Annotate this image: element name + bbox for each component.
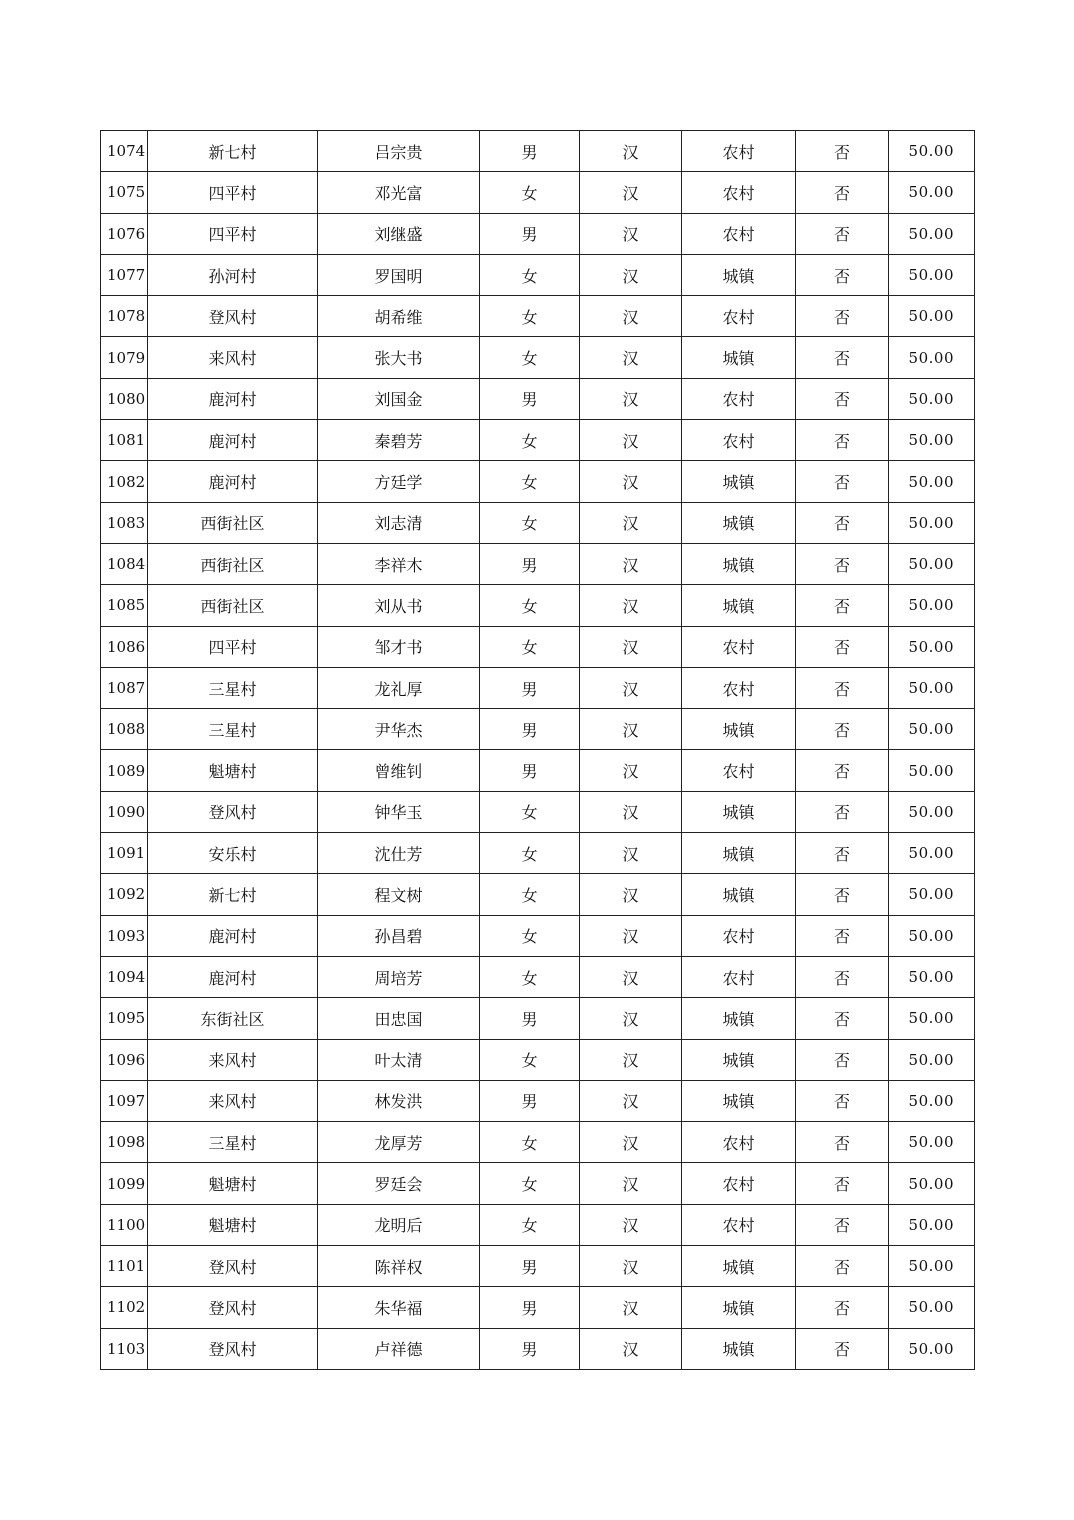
cell-residence: 农村 xyxy=(682,131,796,172)
cell-village: 鹿河村 xyxy=(148,956,318,997)
cell-name: 周培芳 xyxy=(318,956,480,997)
cell-amount: 50.00 xyxy=(889,1039,975,1080)
roster-body xyxy=(101,131,975,1370)
cell-village: 登风村 xyxy=(148,791,318,832)
cell-id: 1085 xyxy=(101,585,148,626)
cell-id: 1077 xyxy=(101,254,148,295)
table-row xyxy=(101,626,975,667)
cell-gender: 男 xyxy=(480,709,580,750)
table-row xyxy=(101,833,975,874)
cell-name: 钟华玉 xyxy=(318,791,480,832)
cell-ethnicity: 汉 xyxy=(580,833,682,874)
cell-village: 安乐村 xyxy=(148,833,318,874)
cell-ethnicity: 汉 xyxy=(580,998,682,1039)
cell-name: 尹华杰 xyxy=(318,709,480,750)
cell-name: 朱华福 xyxy=(318,1287,480,1328)
cell-amount: 50.00 xyxy=(889,378,975,419)
cell-village: 来风村 xyxy=(148,337,318,378)
cell-name: 邓光富 xyxy=(318,172,480,213)
cell-amount: 50.00 xyxy=(889,1122,975,1163)
cell-flag: 否 xyxy=(796,1287,889,1328)
cell-village: 四平村 xyxy=(148,626,318,667)
cell-flag: 否 xyxy=(796,1039,889,1080)
cell-name: 曾维钊 xyxy=(318,750,480,791)
cell-id: 1076 xyxy=(101,213,148,254)
cell-id: 1096 xyxy=(101,1039,148,1080)
cell-ethnicity: 汉 xyxy=(580,626,682,667)
table-row xyxy=(101,791,975,832)
cell-name: 刘国金 xyxy=(318,378,480,419)
cell-ethnicity: 汉 xyxy=(580,874,682,915)
cell-ethnicity: 汉 xyxy=(580,1163,682,1204)
table-row xyxy=(101,543,975,584)
cell-gender: 女 xyxy=(480,1039,580,1080)
roster-table xyxy=(100,130,975,1370)
cell-name: 方廷学 xyxy=(318,461,480,502)
cell-residence: 农村 xyxy=(682,1204,796,1245)
cell-village: 登风村 xyxy=(148,296,318,337)
cell-gender: 女 xyxy=(480,254,580,295)
cell-amount: 50.00 xyxy=(889,461,975,502)
cell-name: 刘继盛 xyxy=(318,213,480,254)
cell-name: 秦碧芳 xyxy=(318,420,480,461)
cell-id: 1080 xyxy=(101,378,148,419)
table-row xyxy=(101,956,975,997)
table-row xyxy=(101,1246,975,1287)
cell-residence: 城镇 xyxy=(682,791,796,832)
cell-gender: 男 xyxy=(480,1246,580,1287)
cell-ethnicity: 汉 xyxy=(580,709,682,750)
cell-gender: 女 xyxy=(480,833,580,874)
cell-residence: 城镇 xyxy=(682,254,796,295)
cell-amount: 50.00 xyxy=(889,998,975,1039)
cell-ethnicity: 汉 xyxy=(580,750,682,791)
table-row xyxy=(101,1080,975,1121)
cell-amount: 50.00 xyxy=(889,502,975,543)
cell-id: 1087 xyxy=(101,667,148,708)
cell-amount: 50.00 xyxy=(889,1080,975,1121)
cell-village: 新七村 xyxy=(148,874,318,915)
cell-id: 1097 xyxy=(101,1080,148,1121)
cell-flag: 否 xyxy=(796,1328,889,1369)
cell-amount: 50.00 xyxy=(889,585,975,626)
table-row xyxy=(101,213,975,254)
cell-village: 三星村 xyxy=(148,709,318,750)
cell-ethnicity: 汉 xyxy=(580,915,682,956)
cell-residence: 城镇 xyxy=(682,502,796,543)
cell-village: 三星村 xyxy=(148,1122,318,1163)
cell-id: 1081 xyxy=(101,420,148,461)
cell-residence: 农村 xyxy=(682,420,796,461)
cell-ethnicity: 汉 xyxy=(580,1204,682,1245)
table-row xyxy=(101,254,975,295)
cell-name: 龙礼厚 xyxy=(318,667,480,708)
cell-name: 田忠国 xyxy=(318,998,480,1039)
cell-name: 邹才书 xyxy=(318,626,480,667)
cell-name: 胡希维 xyxy=(318,296,480,337)
cell-gender: 女 xyxy=(480,585,580,626)
cell-flag: 否 xyxy=(796,420,889,461)
cell-flag: 否 xyxy=(796,461,889,502)
cell-ethnicity: 汉 xyxy=(580,667,682,708)
cell-amount: 50.00 xyxy=(889,254,975,295)
cell-id: 1082 xyxy=(101,461,148,502)
cell-id: 1093 xyxy=(101,915,148,956)
cell-amount: 50.00 xyxy=(889,791,975,832)
table-row xyxy=(101,296,975,337)
cell-id: 1079 xyxy=(101,337,148,378)
cell-flag: 否 xyxy=(796,998,889,1039)
cell-flag: 否 xyxy=(796,791,889,832)
cell-flag: 否 xyxy=(796,213,889,254)
cell-amount: 50.00 xyxy=(889,296,975,337)
cell-id: 1074 xyxy=(101,131,148,172)
cell-gender: 男 xyxy=(480,667,580,708)
cell-gender: 女 xyxy=(480,1204,580,1245)
cell-village: 鹿河村 xyxy=(148,378,318,419)
cell-ethnicity: 汉 xyxy=(580,791,682,832)
cell-residence: 城镇 xyxy=(682,1246,796,1287)
table-row xyxy=(101,172,975,213)
cell-name: 罗廷会 xyxy=(318,1163,480,1204)
cell-amount: 50.00 xyxy=(889,1287,975,1328)
cell-flag: 否 xyxy=(796,750,889,791)
cell-name: 刘从书 xyxy=(318,585,480,626)
cell-gender: 男 xyxy=(480,543,580,584)
cell-village: 四平村 xyxy=(148,213,318,254)
cell-amount: 50.00 xyxy=(889,172,975,213)
cell-village: 鹿河村 xyxy=(148,420,318,461)
cell-residence: 城镇 xyxy=(682,1287,796,1328)
cell-name: 叶太清 xyxy=(318,1039,480,1080)
cell-name: 卢祥德 xyxy=(318,1328,480,1369)
cell-residence: 城镇 xyxy=(682,543,796,584)
cell-residence: 城镇 xyxy=(682,998,796,1039)
cell-residence: 城镇 xyxy=(682,585,796,626)
table-row xyxy=(101,1039,975,1080)
cell-id: 1092 xyxy=(101,874,148,915)
cell-flag: 否 xyxy=(796,131,889,172)
cell-residence: 城镇 xyxy=(682,1039,796,1080)
cell-amount: 50.00 xyxy=(889,420,975,461)
cell-gender: 男 xyxy=(480,1328,580,1369)
cell-amount: 50.00 xyxy=(889,874,975,915)
cell-amount: 50.00 xyxy=(889,1204,975,1245)
cell-gender: 女 xyxy=(480,461,580,502)
cell-residence: 农村 xyxy=(682,915,796,956)
table-row xyxy=(101,1163,975,1204)
cell-id: 1084 xyxy=(101,543,148,584)
cell-ethnicity: 汉 xyxy=(580,502,682,543)
cell-village: 三星村 xyxy=(148,667,318,708)
cell-flag: 否 xyxy=(796,1080,889,1121)
cell-flag: 否 xyxy=(796,1204,889,1245)
table-row xyxy=(101,1204,975,1245)
cell-ethnicity: 汉 xyxy=(580,254,682,295)
cell-flag: 否 xyxy=(796,296,889,337)
cell-amount: 50.00 xyxy=(889,750,975,791)
cell-residence: 城镇 xyxy=(682,1080,796,1121)
cell-amount: 50.00 xyxy=(889,626,975,667)
cell-flag: 否 xyxy=(796,543,889,584)
cell-id: 1101 xyxy=(101,1246,148,1287)
cell-ethnicity: 汉 xyxy=(580,1080,682,1121)
cell-id: 1078 xyxy=(101,296,148,337)
cell-name: 龙明后 xyxy=(318,1204,480,1245)
cell-gender: 男 xyxy=(480,998,580,1039)
table-row xyxy=(101,709,975,750)
cell-name: 林发洪 xyxy=(318,1080,480,1121)
cell-flag: 否 xyxy=(796,833,889,874)
cell-ethnicity: 汉 xyxy=(580,296,682,337)
cell-amount: 50.00 xyxy=(889,833,975,874)
cell-village: 西街社区 xyxy=(148,585,318,626)
cell-flag: 否 xyxy=(796,337,889,378)
cell-village: 魁塘村 xyxy=(148,1204,318,1245)
table-row xyxy=(101,585,975,626)
cell-ethnicity: 汉 xyxy=(580,956,682,997)
cell-id: 1090 xyxy=(101,791,148,832)
cell-village: 东街社区 xyxy=(148,998,318,1039)
cell-ethnicity: 汉 xyxy=(580,1328,682,1369)
cell-residence: 农村 xyxy=(682,956,796,997)
cell-gender: 女 xyxy=(480,296,580,337)
cell-village: 魁塘村 xyxy=(148,750,318,791)
cell-flag: 否 xyxy=(796,502,889,543)
cell-gender: 女 xyxy=(480,502,580,543)
table-row xyxy=(101,998,975,1039)
cell-flag: 否 xyxy=(796,254,889,295)
cell-id: 1102 xyxy=(101,1287,148,1328)
cell-ethnicity: 汉 xyxy=(580,1246,682,1287)
cell-name: 陈祥权 xyxy=(318,1246,480,1287)
table-row xyxy=(101,131,975,172)
cell-id: 1095 xyxy=(101,998,148,1039)
cell-village: 西街社区 xyxy=(148,502,318,543)
cell-ethnicity: 汉 xyxy=(580,131,682,172)
cell-gender: 女 xyxy=(480,172,580,213)
cell-amount: 50.00 xyxy=(889,1163,975,1204)
table-row xyxy=(101,1122,975,1163)
cell-residence: 农村 xyxy=(682,626,796,667)
cell-gender: 女 xyxy=(480,420,580,461)
cell-residence: 城镇 xyxy=(682,1328,796,1369)
cell-gender: 女 xyxy=(480,956,580,997)
cell-residence: 城镇 xyxy=(682,709,796,750)
cell-flag: 否 xyxy=(796,874,889,915)
cell-amount: 50.00 xyxy=(889,667,975,708)
cell-flag: 否 xyxy=(796,956,889,997)
cell-ethnicity: 汉 xyxy=(580,461,682,502)
cell-residence: 城镇 xyxy=(682,874,796,915)
cell-village: 鹿河村 xyxy=(148,461,318,502)
cell-id: 1098 xyxy=(101,1122,148,1163)
cell-name: 李祥木 xyxy=(318,543,480,584)
cell-amount: 50.00 xyxy=(889,337,975,378)
cell-amount: 50.00 xyxy=(889,956,975,997)
cell-residence: 农村 xyxy=(682,213,796,254)
cell-amount: 50.00 xyxy=(889,915,975,956)
table-row xyxy=(101,874,975,915)
cell-flag: 否 xyxy=(796,667,889,708)
cell-id: 1094 xyxy=(101,956,148,997)
cell-residence: 农村 xyxy=(682,1163,796,1204)
table-row xyxy=(101,337,975,378)
cell-gender: 男 xyxy=(480,750,580,791)
cell-name: 吕宗贵 xyxy=(318,131,480,172)
cell-gender: 男 xyxy=(480,131,580,172)
table-row xyxy=(101,1328,975,1369)
cell-flag: 否 xyxy=(796,378,889,419)
table-row xyxy=(101,750,975,791)
cell-ethnicity: 汉 xyxy=(580,213,682,254)
cell-ethnicity: 汉 xyxy=(580,1122,682,1163)
cell-gender: 男 xyxy=(480,1080,580,1121)
cell-amount: 50.00 xyxy=(889,709,975,750)
cell-village: 来风村 xyxy=(148,1080,318,1121)
cell-gender: 女 xyxy=(480,791,580,832)
cell-name: 龙厚芳 xyxy=(318,1122,480,1163)
cell-gender: 女 xyxy=(480,626,580,667)
cell-name: 孙昌碧 xyxy=(318,915,480,956)
cell-gender: 男 xyxy=(480,213,580,254)
table-row xyxy=(101,667,975,708)
cell-gender: 女 xyxy=(480,915,580,956)
cell-gender: 女 xyxy=(480,1163,580,1204)
cell-id: 1100 xyxy=(101,1204,148,1245)
cell-residence: 城镇 xyxy=(682,337,796,378)
cell-name: 张大书 xyxy=(318,337,480,378)
table-row xyxy=(101,502,975,543)
cell-id: 1086 xyxy=(101,626,148,667)
cell-flag: 否 xyxy=(796,1122,889,1163)
cell-residence: 城镇 xyxy=(682,833,796,874)
cell-flag: 否 xyxy=(796,585,889,626)
cell-id: 1088 xyxy=(101,709,148,750)
cell-amount: 50.00 xyxy=(889,1246,975,1287)
cell-village: 鹿河村 xyxy=(148,915,318,956)
cell-flag: 否 xyxy=(796,915,889,956)
cell-village: 登风村 xyxy=(148,1246,318,1287)
cell-ethnicity: 汉 xyxy=(580,543,682,584)
cell-id: 1099 xyxy=(101,1163,148,1204)
cell-residence: 城镇 xyxy=(682,461,796,502)
cell-village: 西街社区 xyxy=(148,543,318,584)
cell-gender: 男 xyxy=(480,1287,580,1328)
cell-residence: 农村 xyxy=(682,750,796,791)
cell-id: 1089 xyxy=(101,750,148,791)
cell-id: 1075 xyxy=(101,172,148,213)
table-row xyxy=(101,461,975,502)
table-row xyxy=(101,378,975,419)
cell-flag: 否 xyxy=(796,172,889,213)
cell-name: 罗国明 xyxy=(318,254,480,295)
cell-village: 魁塘村 xyxy=(148,1163,318,1204)
cell-ethnicity: 汉 xyxy=(580,172,682,213)
cell-residence: 农村 xyxy=(682,296,796,337)
cell-residence: 农村 xyxy=(682,667,796,708)
cell-gender: 女 xyxy=(480,1122,580,1163)
cell-residence: 农村 xyxy=(682,1122,796,1163)
cell-gender: 男 xyxy=(480,378,580,419)
cell-gender: 女 xyxy=(480,874,580,915)
cell-village: 来风村 xyxy=(148,1039,318,1080)
cell-ethnicity: 汉 xyxy=(580,337,682,378)
cell-village: 新七村 xyxy=(148,131,318,172)
cell-ethnicity: 汉 xyxy=(580,378,682,419)
cell-village: 孙河村 xyxy=(148,254,318,295)
table-row xyxy=(101,420,975,461)
cell-village: 登风村 xyxy=(148,1328,318,1369)
cell-flag: 否 xyxy=(796,626,889,667)
cell-name: 程文树 xyxy=(318,874,480,915)
cell-id: 1103 xyxy=(101,1328,148,1369)
cell-amount: 50.00 xyxy=(889,213,975,254)
cell-name: 沈仕芳 xyxy=(318,833,480,874)
table-row xyxy=(101,1287,975,1328)
cell-residence: 农村 xyxy=(682,172,796,213)
cell-id: 1083 xyxy=(101,502,148,543)
table-row xyxy=(101,915,975,956)
cell-amount: 50.00 xyxy=(889,1328,975,1369)
cell-residence: 农村 xyxy=(682,378,796,419)
cell-ethnicity: 汉 xyxy=(580,1039,682,1080)
cell-amount: 50.00 xyxy=(889,131,975,172)
cell-id: 1091 xyxy=(101,833,148,874)
cell-name: 刘志清 xyxy=(318,502,480,543)
cell-gender: 女 xyxy=(480,337,580,378)
cell-village: 四平村 xyxy=(148,172,318,213)
cell-ethnicity: 汉 xyxy=(580,585,682,626)
cell-ethnicity: 汉 xyxy=(580,420,682,461)
cell-amount: 50.00 xyxy=(889,543,975,584)
cell-ethnicity: 汉 xyxy=(580,1287,682,1328)
cell-village: 登风村 xyxy=(148,1287,318,1328)
cell-flag: 否 xyxy=(796,709,889,750)
cell-flag: 否 xyxy=(796,1163,889,1204)
cell-flag: 否 xyxy=(796,1246,889,1287)
